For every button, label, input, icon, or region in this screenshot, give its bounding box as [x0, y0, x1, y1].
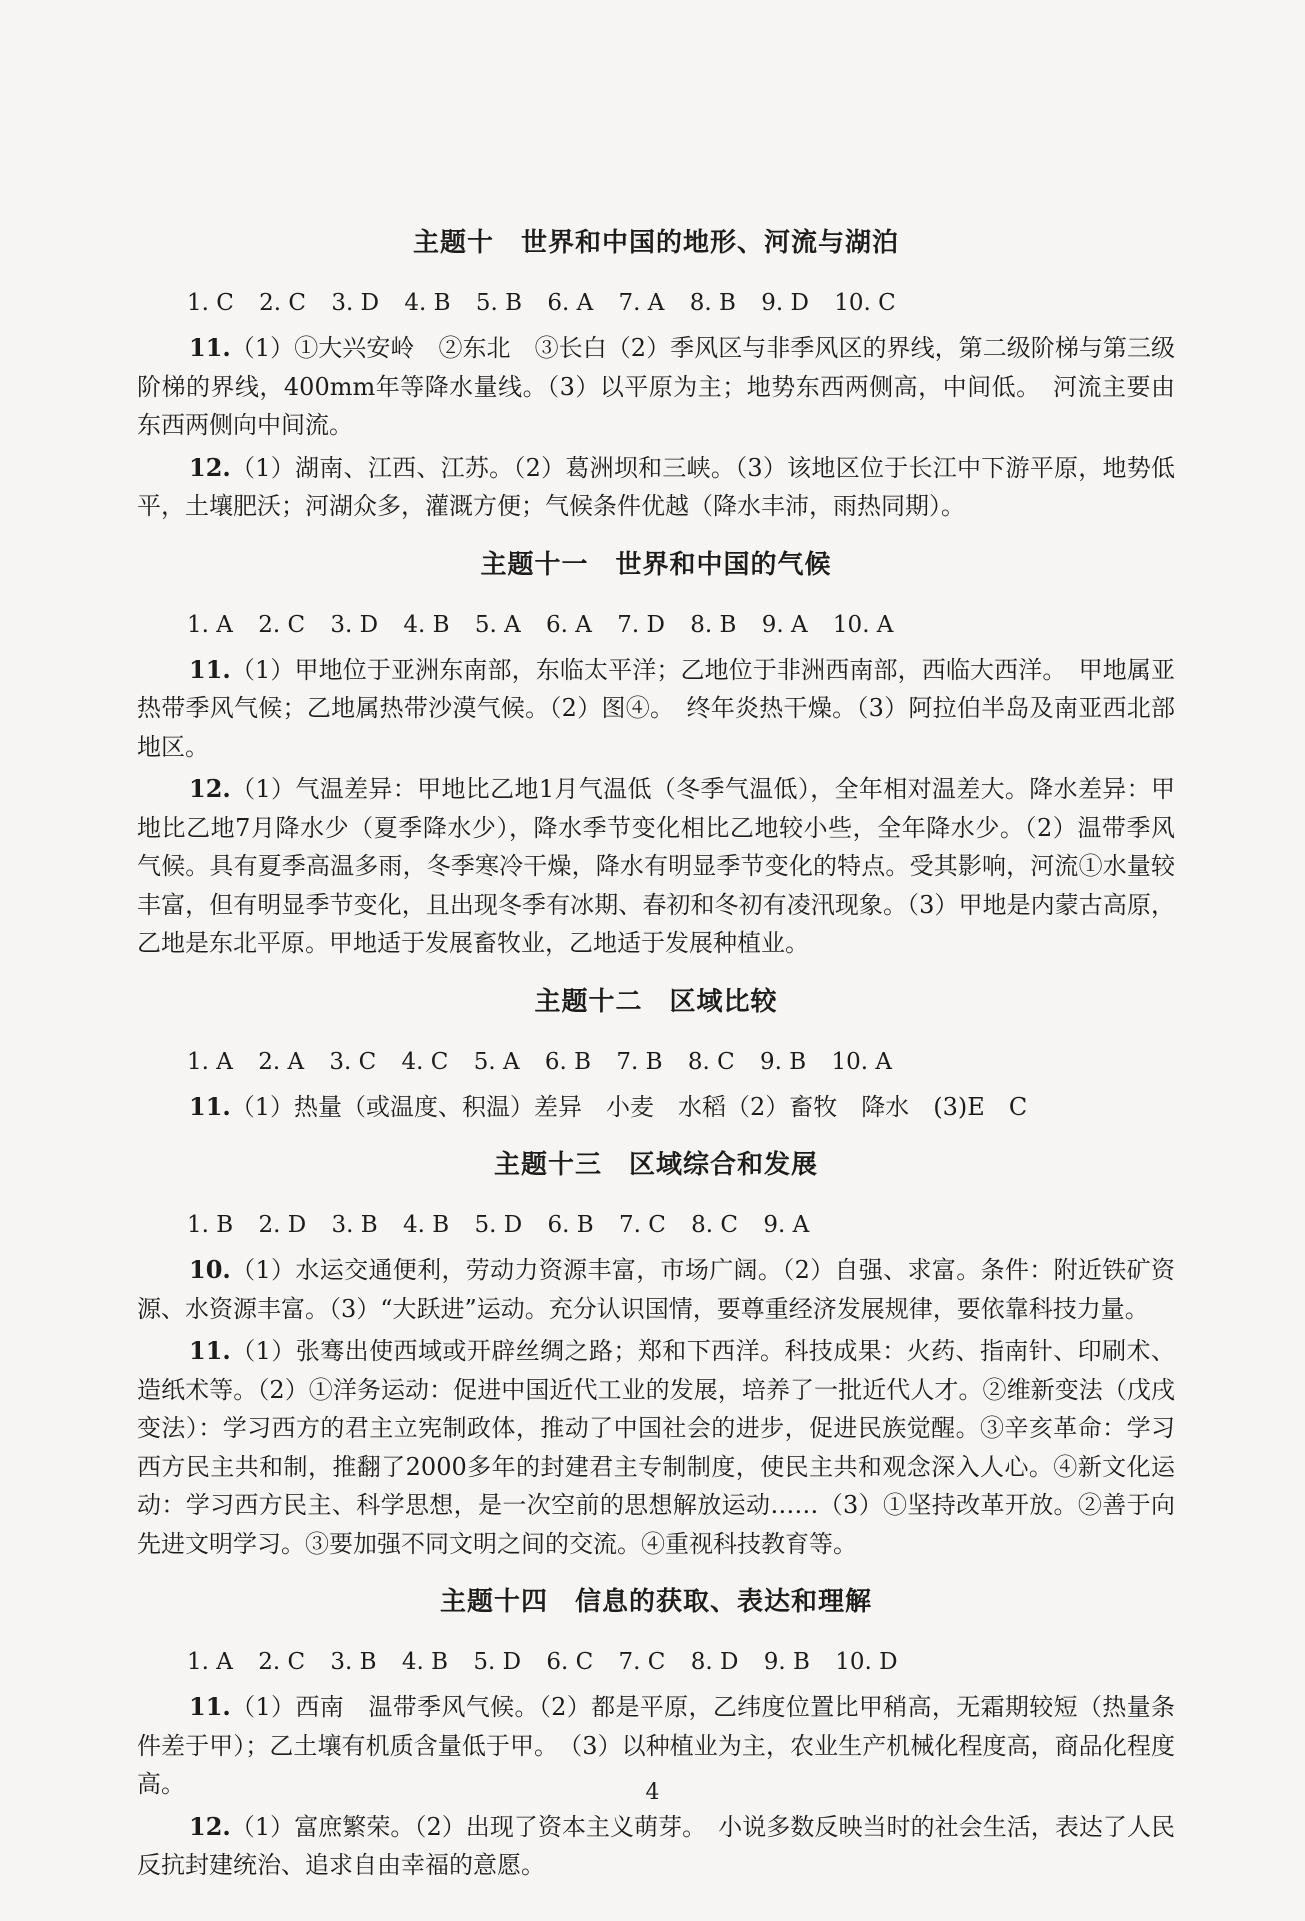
question-number: 11. — [189, 1091, 231, 1121]
mc-answer: 1. C — [187, 290, 234, 316]
section-14 — [137, 1581, 1175, 1885]
mc-answer: 5. A — [474, 611, 521, 638]
question-number: 12. — [189, 1811, 231, 1841]
answer-text: （1）湖南、江西、江苏。（2）葛洲坝和三峡。（3）该地区位于长江中下游平原，地势低平，土壤肥沃；河湖众多，灌溉方便；气候条件优越（降水丰沛，雨热同期）。 — [137, 453, 1175, 520]
multiple-choice-answers — [187, 1207, 1175, 1243]
mc-answer: 10. C — [834, 290, 896, 316]
mc-answer: 4. C — [401, 1048, 449, 1075]
section-13 — [137, 1144, 1175, 1563]
mc-answer: 8. B — [689, 290, 736, 316]
mc-answer: 6. A — [546, 611, 592, 638]
section-10 — [137, 222, 1175, 526]
mc-answer: 4. B — [402, 1212, 450, 1238]
mc-answer: 4. B — [403, 611, 450, 638]
multiple-choice-answers — [187, 285, 1175, 321]
mc-answer: 2. C — [258, 611, 306, 638]
mc-answer: 7. B — [616, 1048, 663, 1075]
section-title: 主题十四 信息的获取、表达和理解 — [439, 1587, 872, 1617]
mc-answer: 1. A — [187, 1649, 233, 1675]
mc-answer: 6. B — [547, 1212, 594, 1238]
answer-paragraph — [137, 651, 1175, 767]
answer-text: （1）西南 温带季风气候。（2）都是平原，乙纬度位置比甲稍高，无霜期较短（热量条件差于甲）；乙土壤有机质含量低于甲。 （3）以种植业为主，农业生产机械化程度高，商品化程度高。 — [137, 1693, 1175, 1798]
mc-answer: 5. D — [474, 1212, 523, 1238]
mc-answer: 2. C — [259, 290, 307, 316]
mc-answer: 3. B — [331, 1212, 378, 1238]
mc-answer: 3. D — [330, 611, 379, 638]
mc-answer: 1. B — [187, 1212, 234, 1238]
mc-answer: 7. A — [618, 290, 665, 316]
answer-text: （1）①大兴安岭 ②东北 ③长白（2）季风区与非季风区的界线，第二级阶梯与第三级阶梯的界线，400mm年等降水量线。（3）以平原为主；地势东西两侧高，中间低。 河流主要由东西两侧向中间流。 — [137, 334, 1175, 439]
section-12 — [137, 981, 1175, 1127]
mc-answer: 2. D — [258, 1212, 307, 1238]
mc-answer: 9. A — [761, 611, 808, 638]
mc-answer: 6. B — [544, 1048, 592, 1075]
answer-paragraph — [137, 1251, 1175, 1328]
mc-answer: 1. A — [187, 1048, 233, 1075]
mc-answer: 8. D — [690, 1649, 739, 1675]
mc-answer: 10. A — [831, 1048, 893, 1075]
mc-answer: 10. D — [835, 1649, 898, 1675]
answer-paragraph — [137, 1808, 1175, 1885]
section-title: 主题十二 区域比较 — [534, 986, 778, 1017]
section-11 — [137, 544, 1175, 963]
answer-text: （1）甲地位于亚洲东南部，东临太平洋；乙地位于非洲西南部，西临大西洋。 甲地属亚热带季风气候；乙地属热带沙漠气候。（2）图④。 终年炎热干燥。（3）阿拉伯半岛及南亚西北部地区。 — [137, 655, 1175, 761]
answer-paragraph — [137, 1332, 1175, 1563]
mc-answer: 8. C — [691, 1212, 738, 1238]
mc-answer: 8. C — [687, 1048, 735, 1075]
answer-paragraph — [137, 1088, 1175, 1127]
answer-paragraph — [137, 449, 1175, 526]
mc-answer: 7. D — [617, 611, 665, 638]
mc-answer: 2. A — [258, 1048, 305, 1075]
answer-text: （1）气温差异：甲地比乙地1月气温低（冬季气温低），全年相对温差大。降水差异：甲地比乙地7月降水少（夏季降水少），降水季节变化相比乙地较小些，全年降水少。（2）温带季风气候。具有夏季高温多雨，冬季寒冷干燥，降水有明显季节变化的特点。受其影响，河流①水量较丰富，但有明显季节变化，且出现冬季有冰期、春初和冬初有凌汛现象。（3）甲地是内蒙古高原，乙地是东北平原。甲地适于发展畜牧业，乙地适于发展种植业。 — [137, 775, 1175, 957]
section-title: 主题十三 区域综合和发展 — [493, 1150, 818, 1180]
answer-text: （1）水运交通便利，劳动力资源丰富，市场广阔。（2）自强、求富。条件：附近铁矿资源、水资源丰富。（3）“大跃进”运动。充分认识国情，要尊重经济发展规律，要依靠科技力量。 — [137, 1256, 1175, 1323]
mc-answer: 9. A — [763, 1212, 810, 1238]
page-content — [137, 222, 1175, 1903]
mc-answer: 5. D — [473, 1649, 522, 1675]
question-number: 12. — [189, 774, 231, 803]
mc-answer: 5. A — [473, 1048, 520, 1075]
mc-answer: 9. B — [760, 1048, 807, 1075]
page-number: 4 — [645, 1780, 660, 1805]
question-number: 11. — [189, 1336, 231, 1365]
question-number: 12. — [189, 452, 231, 482]
mc-answer: 3. B — [330, 1649, 377, 1675]
mc-answer: 4. B — [401, 1649, 449, 1675]
mc-answer: 8. B — [690, 611, 737, 638]
mc-answer: 10. A — [832, 611, 894, 638]
mc-answer: 1. A — [187, 611, 233, 638]
mc-answer: 5. B — [475, 290, 523, 316]
multiple-choice-answers — [187, 607, 1175, 643]
mc-answer: 7. C — [618, 1649, 666, 1675]
answer-paragraph — [137, 329, 1175, 445]
mc-answer: 6. C — [546, 1649, 594, 1675]
mc-answer: 6. A — [547, 290, 594, 316]
mc-answer: 9. B — [763, 1649, 810, 1675]
answer-text: （1）张骞出使西域或开辟丝绸之路；郑和下西洋。科技成果：火药、指南针、印刷术、造纸术等。（2）①洋务运动：促进中国近代工业的发展，培养了一批近代人才。②维新变法（戊戌变法）：学习西方的君主立宪制政体，推动了中国社会的进步，促进民族觉醒。③辛亥革命：学习西方民主共和制，推翻了2000多年的封建君主专制制度，使民主共和观念深入人心。④新文化运动：学习西方民主、科学思想，是一次空前的思想解放运动……（3）①坚持改革开放。②善于向先进文明学习。③要加强不同文明之间的交流。④重视科技教育等。 — [137, 1337, 1175, 1558]
mc-answer: 9. D — [761, 290, 809, 316]
section-title: 主题十 世界和中国的地形、河流与湖泊 — [412, 228, 899, 258]
question-number: 11. — [189, 333, 231, 362]
answer-text: （1）富庶繁荣。（2）出现了资本主义萌芽。 小说多数反映当时的社会生活，表达了人民反抗封建统治、追求自由幸福的意愿。 — [137, 1812, 1175, 1879]
question-number: 10. — [189, 1255, 231, 1284]
question-number: 11. — [189, 1692, 231, 1721]
multiple-choice-answers — [187, 1044, 1175, 1080]
mc-answer: 3. C — [329, 1048, 377, 1075]
multiple-choice-answers — [187, 1644, 1175, 1680]
mc-answer: 7. C — [618, 1212, 666, 1238]
section-title: 主题十一 世界和中国的气候 — [480, 549, 832, 580]
question-number: 11. — [189, 654, 231, 684]
mc-answer: 3. D — [331, 290, 380, 316]
answer-text: （1）热量（或温度、积温）差异 小麦 水稻（2）畜牧 降水 (3)E C — [230, 1092, 1028, 1121]
mc-answer: 2. C — [258, 1649, 306, 1675]
mc-answer: 4. B — [404, 290, 451, 316]
answer-paragraph — [137, 770, 1175, 963]
